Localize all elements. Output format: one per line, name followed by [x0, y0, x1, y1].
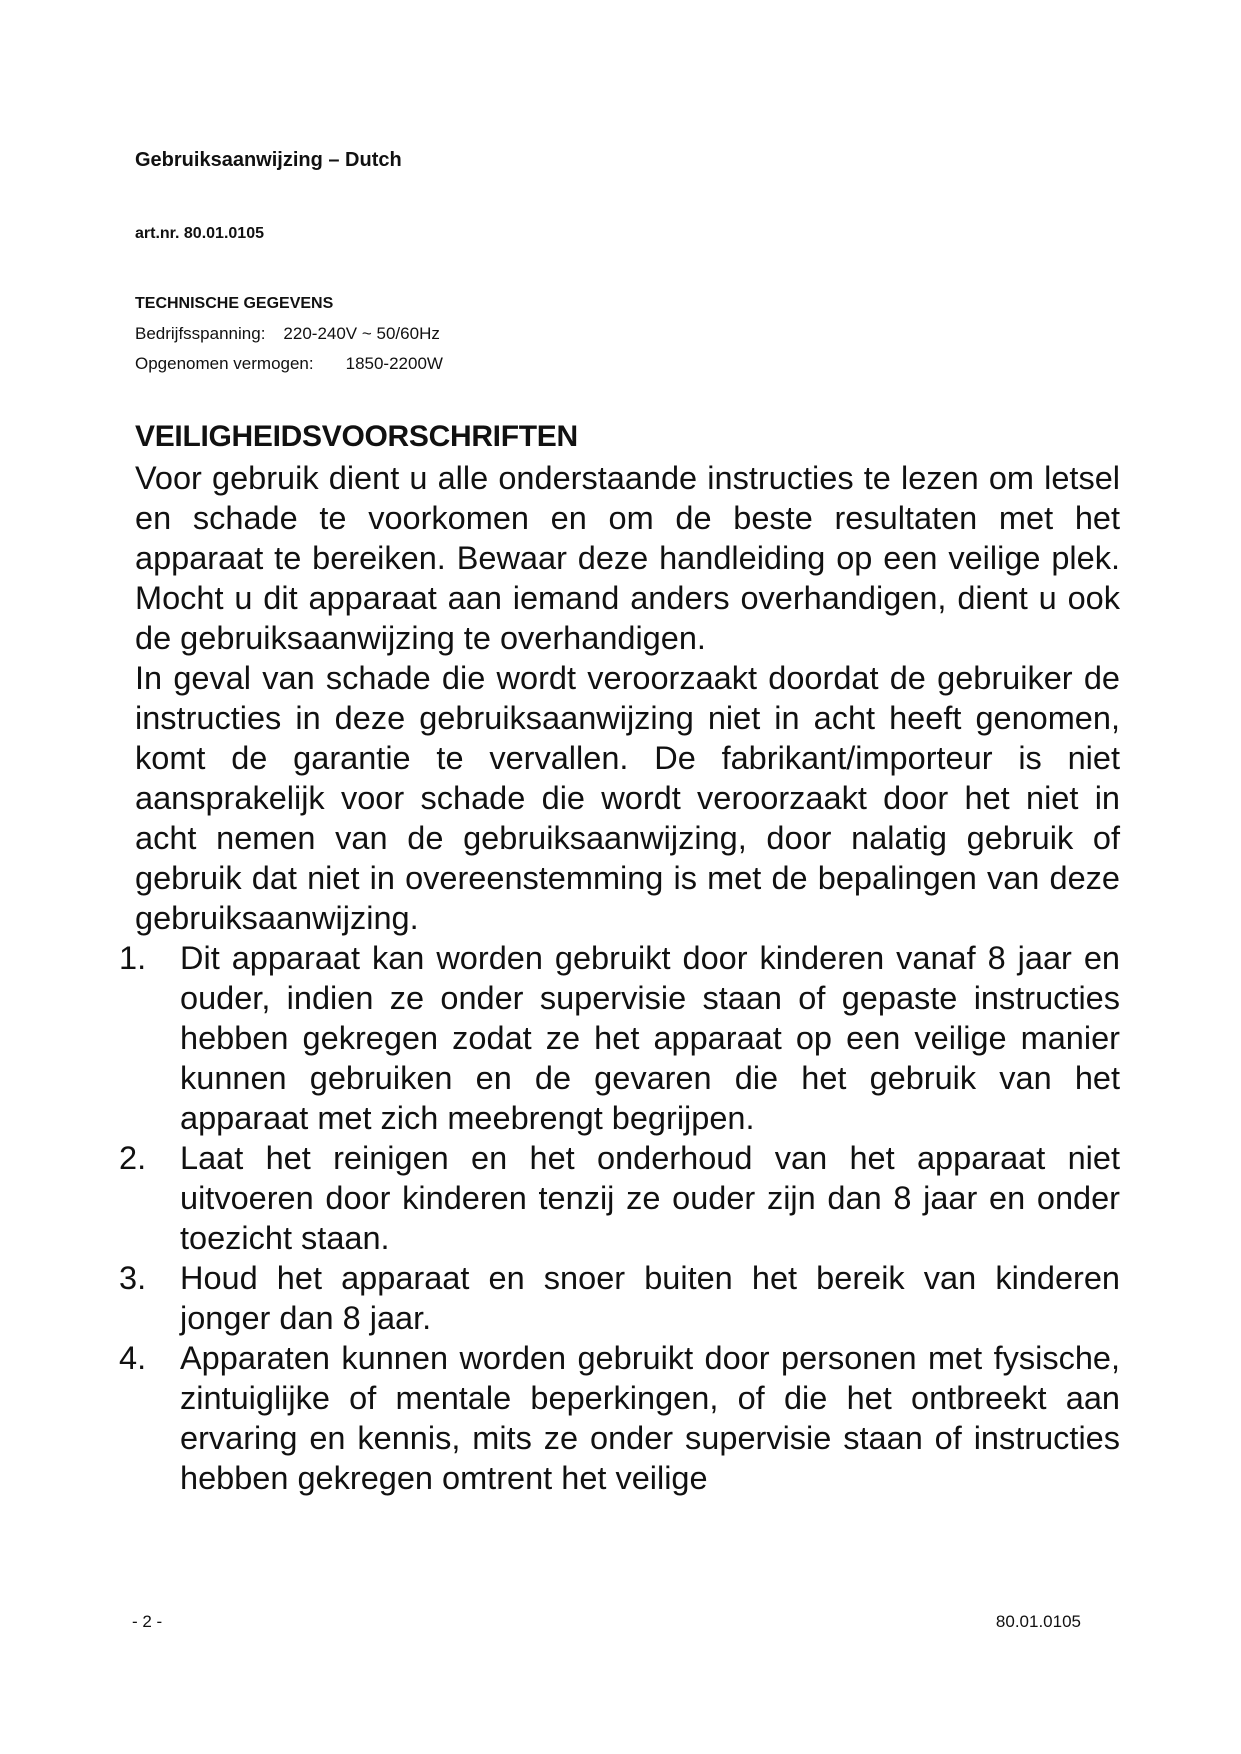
spec-row-voltage [135, 324, 440, 344]
list-item [119, 1338, 1120, 1498]
list-item-number: 2. [119, 1140, 147, 1176]
list-item-text: Laat het reinigen en het onderhoud van het apparaat niet uitvoeren door kinderen tenzij ze ouder zijn dan 8 jaar en onder toezicht staan. [180, 1140, 1120, 1256]
safety-paragraph-liability: In geval van schade die wordt veroorzaakt doordat de gebruiker de instructies in deze gebruiksaanwijzing niet in acht heeft genomen, komt de garantie te vervallen. De fabrikant/importeur is niet aansprakelijk voor schade die wordt veroorzaakt door het niet in acht nemen van de gebruiksaanwijzing, door nalatig gebruik of gebruik dat niet in overeenstemming is met de bepalingen van deze gebruiksaanwijzing. [135, 660, 1120, 936]
list-item [119, 1138, 1120, 1258]
list-item-number: 4. [119, 1340, 147, 1376]
spec-value-power: 1850-2200W [345, 354, 443, 373]
list-item-text: Dit apparaat kan worden gebruikt door kinderen vanaf 8 jaar en ouder, indien ze onder supervisie staan of gepaste instructies hebben gekregen zodat ze het apparaat op een veilige manier kunnen gebruiken en de gevaren die het gebruik van het apparaat met zich meebrengt begrijpen. [180, 940, 1120, 1136]
spec-row-power [135, 354, 443, 374]
article-number: art.nr. 80.01.0105 [135, 225, 264, 242]
list-item-text: Houd het apparaat en snoer buiten het bereik van kinderen jonger dan 8 jaar. [180, 1260, 1120, 1336]
list-item-text: Apparaten kunnen worden gebruikt door personen met fysische, zintuiglijke of mentale beperkingen, of die het ontbreekt aan ervaring en kennis, mits ze onder supervisie staan of instructies hebben gekregen omtrent het veilige [180, 1340, 1120, 1496]
safety-body [119, 458, 1120, 1498]
spec-label-voltage: Bedrijfsspanning: [135, 324, 266, 343]
list-item [119, 1258, 1120, 1338]
list-item-number: 3. [119, 1260, 147, 1296]
safety-rules-list [119, 938, 1120, 1498]
specs-heading: TECHNISCHE GEGEVENS [135, 295, 334, 312]
document-title: Gebruiksaanwijzing – Dutch [135, 149, 402, 171]
page-number: - 2 - [132, 1612, 163, 1631]
safety-paragraph-intro: Voor gebruik dient u alle onderstaande instructies te lezen om letsel en schade te voorkomen en om de beste resultaten met het apparaat te bereiken. Bewaar deze handleiding op een veilige plek. Mocht u dit apparaat aan iemand anders overhandigen, dient u ook de gebruiksaanwijzing te overhandigen. [135, 460, 1120, 656]
safety-title: VEILIGHEIDSVOORSCHRIFTEN [135, 420, 578, 453]
spec-label-power: Opgenomen vermogen: [135, 354, 314, 373]
list-item [119, 938, 1120, 1138]
list-item-number: 1. [119, 940, 147, 976]
spec-value-voltage: 220-240V ~ 50/60Hz [283, 324, 440, 343]
footer-article-code: 80.01.0105 [995, 1612, 1081, 1631]
